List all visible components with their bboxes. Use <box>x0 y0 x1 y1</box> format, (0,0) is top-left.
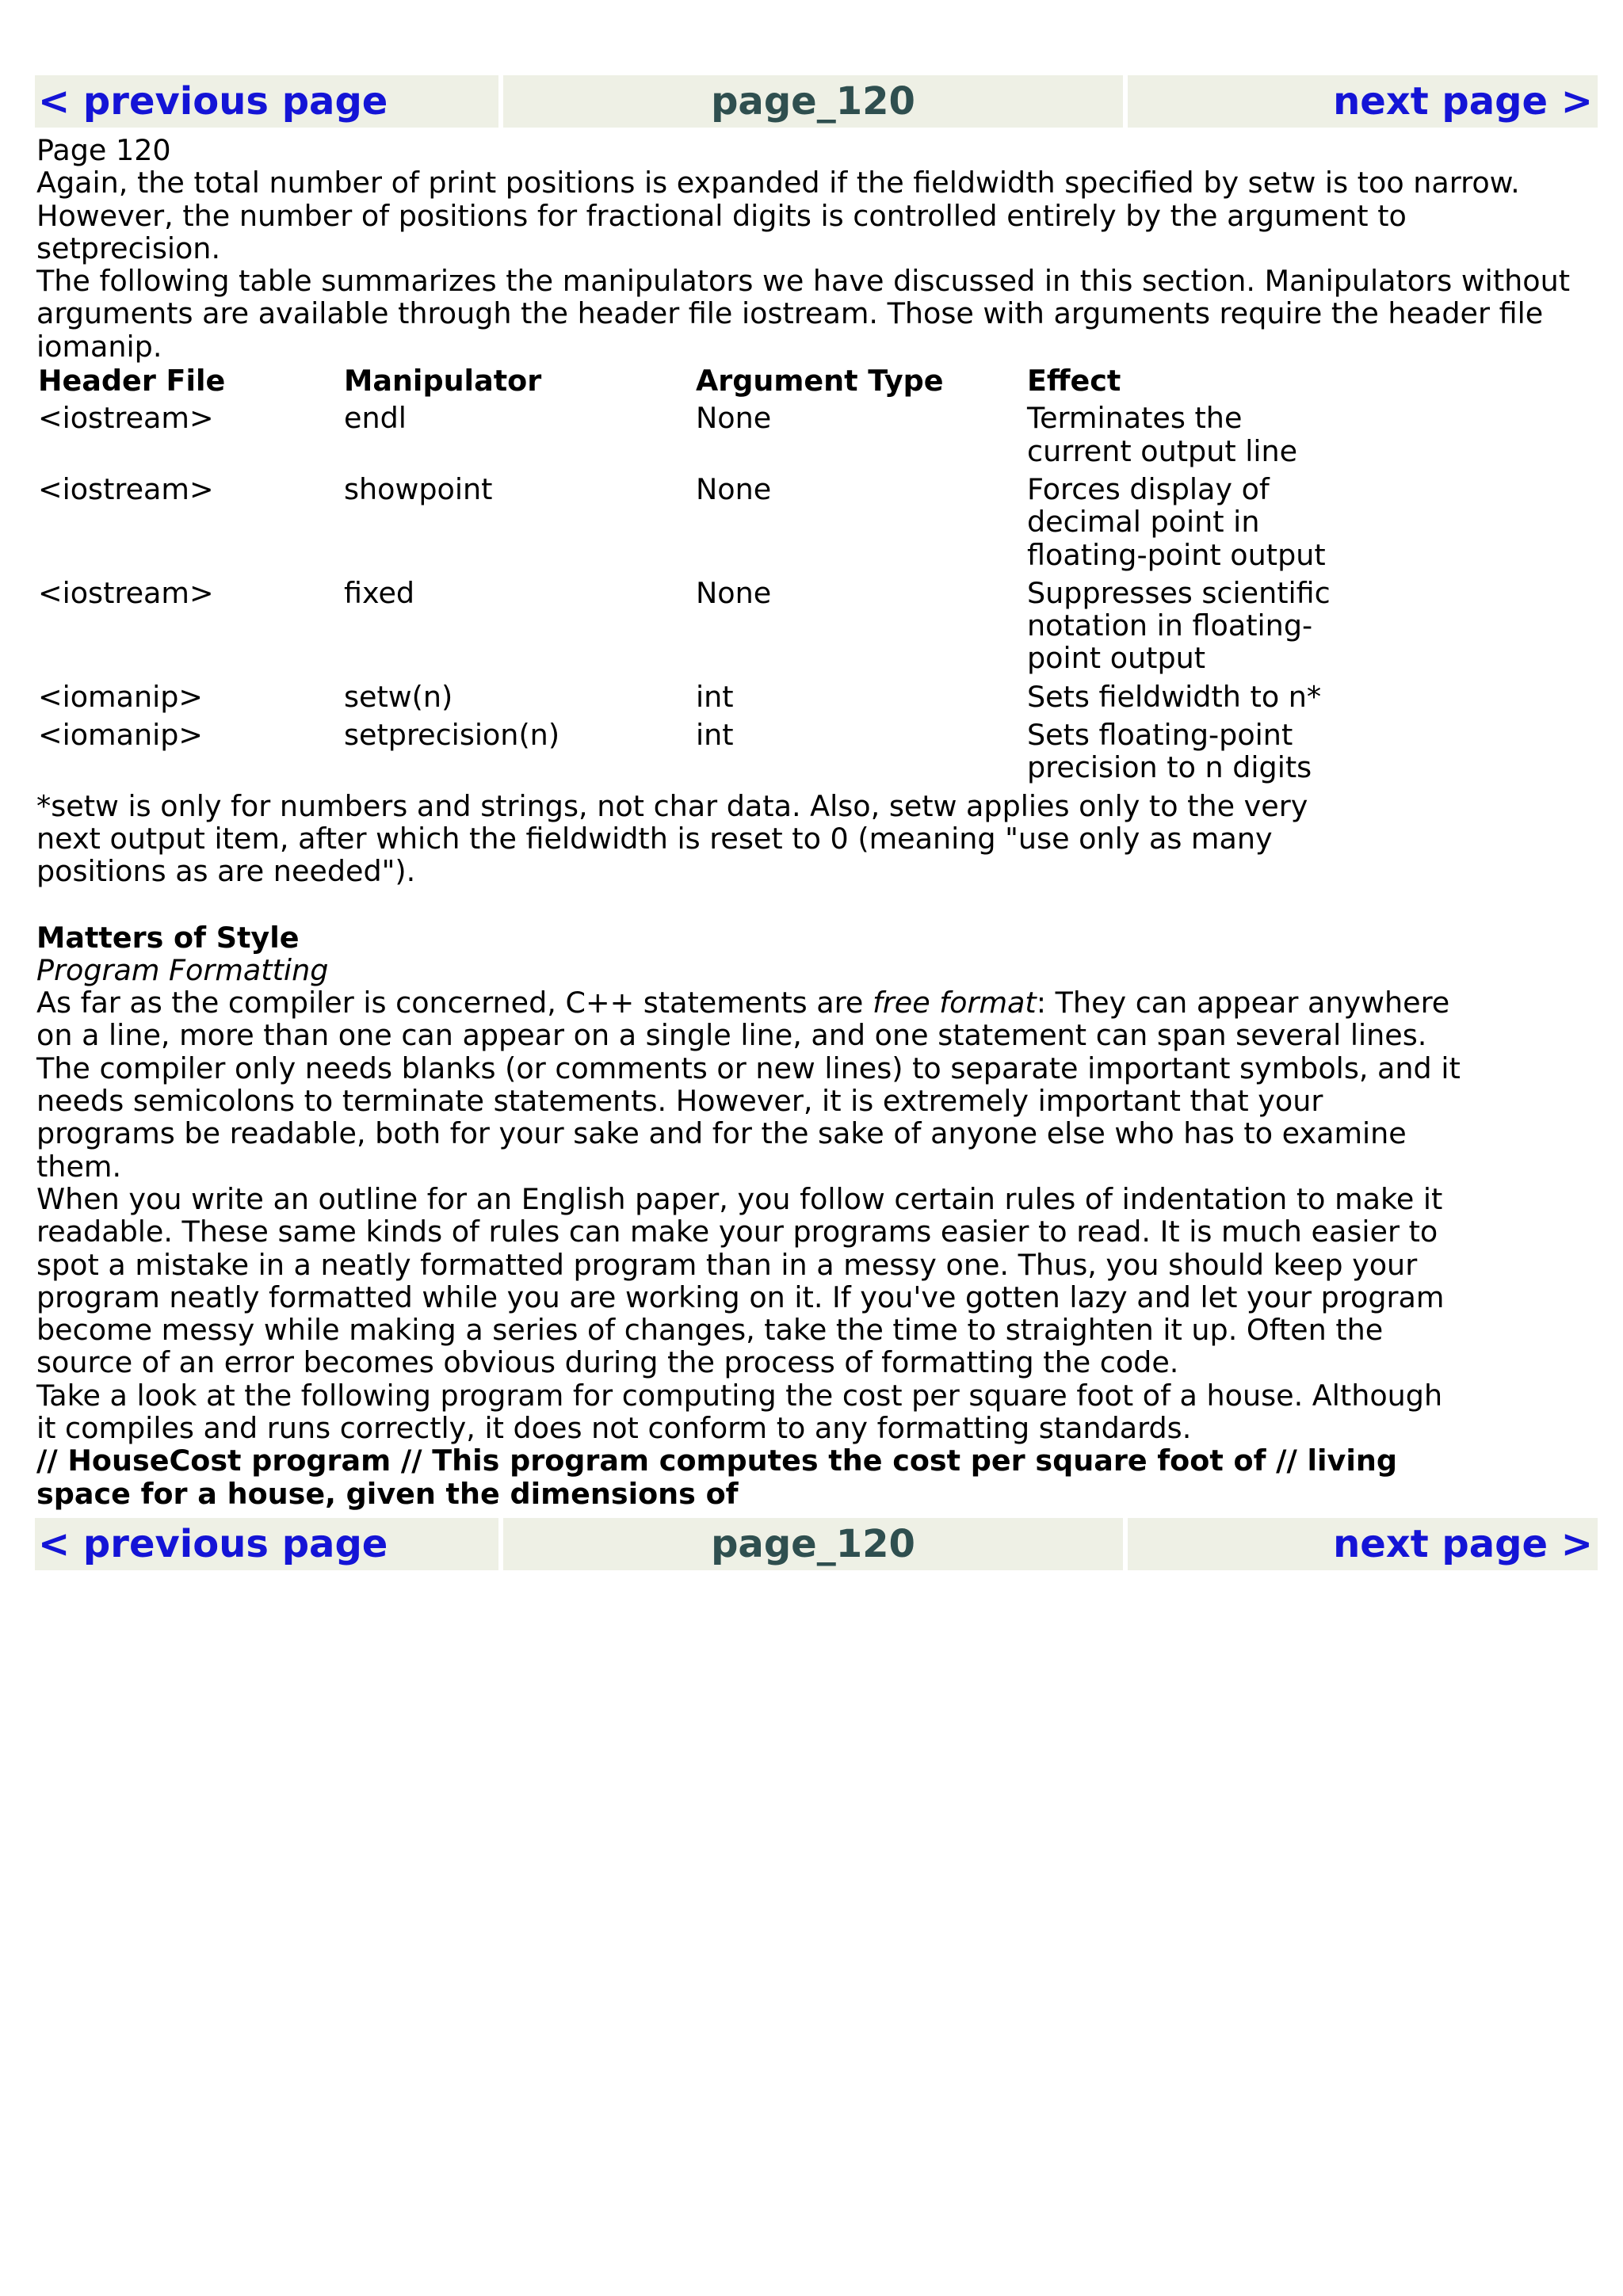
table-cell: None <box>696 471 772 506</box>
paragraph-outline: When you write an outline for an English paper, you follow certain rules of indentation to make it readable. These same kinds of rules can make your programs easier to read. It is much easier to spot a mistake in a neatly formatted program than in a messy one. Thus, you should keep your program neatly formatted while you are working on it. If you've gotten lazy and let your program become messy while making a series of changes, take the time to straighten it up. Often the source of an error becomes obvious during the process of formatting the code. <box>36 1181 1445 1380</box>
table-cell: Sets fieldwidth to n* <box>1027 679 1322 714</box>
next-page-link[interactable]: next page > <box>1333 79 1593 124</box>
table-header-row <box>38 364 1344 402</box>
page-content <box>35 134 1598 1510</box>
paragraph-setprecision: Again, the total number of print positions is expanded if the fieldwidth specified by setw is too narrow. However, the number of positions for fractional digits is controlled entirely by the argument to setprecision. <box>36 166 1520 265</box>
table-cell: None <box>696 401 772 436</box>
top-nav-page-label: page_120 <box>503 75 1123 128</box>
code-comment: // HouseCost program // This program computes the cost per square foot of // living space for a house, given the dimensions of <box>36 1444 1397 1511</box>
paragraph-free-format <box>36 986 1463 1183</box>
table-cell: int <box>696 679 734 714</box>
table-row <box>38 402 1344 473</box>
bottom-navigation-bar <box>35 1518 1598 1570</box>
top-nav-prev-cell <box>35 75 498 128</box>
table-cell: fixed <box>344 575 415 610</box>
paragraph-table-intro: The following table summarizes the manipulators we have discussed in this section. Manipulators without arguments are available through the header file iostream. Those with arguments require the header file iomanip. <box>36 264 1571 364</box>
table-row <box>38 473 1344 577</box>
table-footnote: *setw is only for numbers and strings, not char data. Also, setw applies only to the very next output item, after which the fieldwidth is reset to 0 (meaning "use only as many positions as are needed"). <box>36 788 1308 889</box>
table-cell: Forces display of decimal point in floating-point output <box>1027 471 1326 572</box>
top-navigation-bar <box>35 75 1598 128</box>
table-cell: <iostream> <box>38 471 214 506</box>
paragraph-housecost-intro: Take a look at the following program for computing the cost per square foot of a house. Although it compiles and runs correctly, it does not conform to any formatting standards. <box>36 1378 1443 1445</box>
table-cell: Terminates the current output line <box>1027 401 1298 468</box>
top-nav-next-cell <box>1128 75 1598 128</box>
table-row <box>38 577 1344 681</box>
page-number: Page 120 <box>36 133 171 167</box>
emphasis-free-format: free format <box>872 986 1037 1020</box>
table-header-cell: Manipulator <box>344 364 542 399</box>
matters-of-style-section <box>36 921 1598 1510</box>
table-cell: <iomanip> <box>38 718 204 753</box>
previous-page-link[interactable]: < previous page <box>38 1521 388 1566</box>
table-header-cell: Header File <box>38 364 226 399</box>
table-cell: showpoint <box>344 471 493 506</box>
document-page <box>35 75 1598 1570</box>
paragraph-text: : They can appear anywhere on a line, more than one can appear on a single line, and one statement can span several lines. The compiler only needs blanks (or comments or new lines) to separate important symbols, and it needs semicolons to terminate statements. However, it is extremely important that your programs be readable, both for your sake and for the sake of anyone else who has to examine them. <box>36 986 1461 1184</box>
table-header-cell: Effect <box>1027 364 1121 399</box>
table-row <box>38 681 1344 719</box>
bottom-nav-page-label: page_120 <box>503 1518 1123 1570</box>
table-cell: None <box>696 575 772 610</box>
section-heading: Matters of Style <box>36 920 300 955</box>
table-cell: Suppresses scientific notation in floating-point output <box>1027 575 1331 676</box>
table-row <box>38 719 1344 790</box>
section-subheading: Program Formatting <box>36 952 329 987</box>
table-cell: <iostream> <box>38 575 214 610</box>
table-cell: setprecision(n) <box>344 718 560 753</box>
table-header-cell: Argument Type <box>696 364 944 399</box>
table-cell: int <box>696 718 734 753</box>
table-cell: endl <box>344 401 407 436</box>
table-cell: setw(n) <box>344 679 453 714</box>
table-cell: <iostream> <box>38 401 214 436</box>
paragraph-text: As far as the compiler is concerned, C++ statements are <box>36 986 873 1020</box>
bottom-nav-next-cell <box>1128 1518 1598 1570</box>
manipulators-table <box>38 364 1344 790</box>
previous-page-link[interactable]: < previous page <box>38 79 388 124</box>
bottom-nav-prev-cell <box>35 1518 498 1570</box>
table-cell: Sets floating-point precision to n digits <box>1027 718 1312 785</box>
table-cell: <iomanip> <box>38 679 204 714</box>
next-page-link[interactable]: next page > <box>1333 1521 1593 1566</box>
